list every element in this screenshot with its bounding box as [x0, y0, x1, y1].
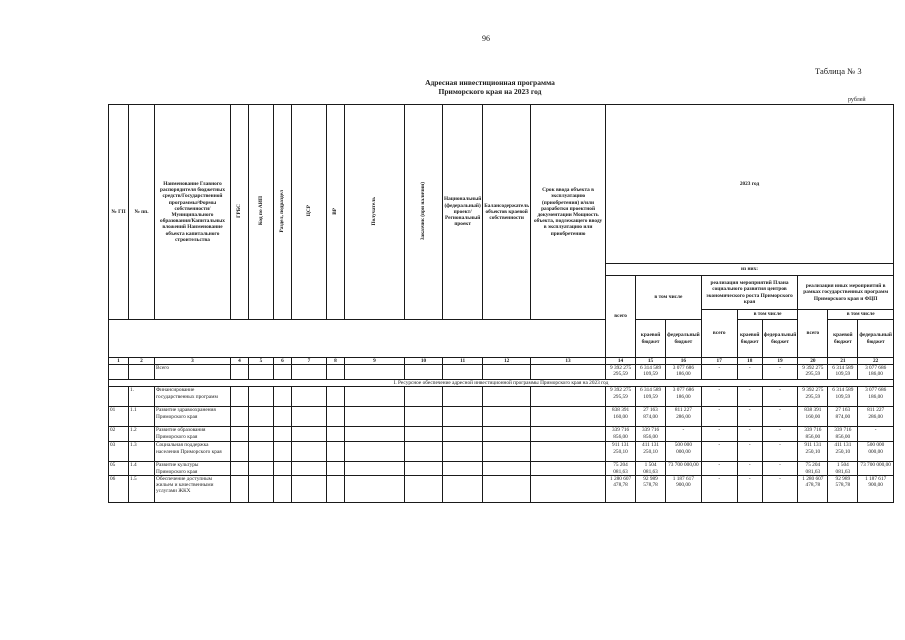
cell-pp: 1.3 — [129, 442, 155, 462]
cell-empty — [109, 365, 129, 380]
table-label: Таблица № 3 — [815, 66, 862, 76]
header-recipient-text: Получатель — [371, 196, 378, 226]
cell-pp: 1. — [129, 387, 155, 407]
cell-empty — [274, 407, 292, 427]
total-label: Всего — [155, 365, 231, 380]
col-num: 3 — [155, 358, 231, 365]
cell-empty — [405, 387, 443, 407]
col-num: 10 — [405, 358, 443, 365]
cell-empty — [231, 462, 249, 475]
cell-empty — [292, 407, 327, 427]
header-spacer — [109, 320, 606, 358]
page-number: 96 — [482, 34, 490, 43]
cell-empty — [483, 442, 531, 462]
cell-empty — [292, 475, 327, 502]
cell-empty — [231, 475, 249, 502]
header-csr — [292, 105, 327, 320]
col-num: 16 — [666, 358, 702, 365]
section-title: I. Ресурсное обеспечение адресной инвестиционной программы Приморского края на 2023 год — [109, 380, 894, 387]
cell-empty — [327, 407, 345, 427]
cell-gp: 02 — [109, 427, 129, 442]
cell-c15: 339 716 856,00 — [636, 427, 666, 442]
cell-c22: 811 227 286,00 — [858, 407, 894, 427]
cell-empty — [531, 387, 606, 407]
cell-empty — [345, 365, 405, 380]
table-row — [109, 387, 894, 407]
cell-c21: 339 716 856,00 — [828, 427, 858, 442]
cell-c20: 339 716 856,00 — [798, 427, 828, 442]
cell-pp: 1.2 — [129, 427, 155, 442]
cell-c21: 6 314 589 109,59 — [828, 387, 858, 407]
total-c19: - — [762, 365, 798, 380]
cell-name: Обеспечение доступным жильем и качественными услугами ЖКХ — [155, 475, 231, 502]
cell-empty — [274, 427, 292, 442]
cell-gp: 03 — [109, 442, 129, 462]
cell-c15: 6 314 589 109,59 — [636, 387, 666, 407]
cell-empty — [405, 407, 443, 427]
total-c22: 3 077 686 186,00 — [858, 365, 894, 380]
cell-empty — [231, 407, 249, 427]
col-num: 9 — [345, 358, 405, 365]
cell-c18: - — [737, 442, 762, 462]
table-row — [109, 427, 894, 442]
col-num: 14 — [606, 358, 636, 365]
total-c15: 6 314 589 109,59 — [636, 365, 666, 380]
cell-empty — [274, 442, 292, 462]
cell-name: Развитие здравоохранения Приморского края — [155, 407, 231, 427]
header-gp: № ГП — [109, 105, 129, 320]
cell-empty — [327, 442, 345, 462]
table-row — [109, 442, 894, 462]
cell-c14: 911 131 250,10 — [606, 442, 636, 462]
header-federal-22: федеральный бюджет — [858, 320, 894, 358]
cell-c19: - — [762, 475, 798, 502]
cell-empty — [443, 442, 483, 462]
cell-name: Развитие культуры Приморского края — [155, 462, 231, 475]
total-c17: - — [701, 365, 737, 380]
cell-empty — [531, 365, 606, 380]
header-balance-holder: Балансодержатель объектов краевой собственности — [483, 105, 531, 320]
cell-empty — [443, 387, 483, 407]
units-label: рублей — [848, 97, 866, 103]
cell-empty — [483, 387, 531, 407]
cell-pp: 1.4 — [129, 462, 155, 475]
cell-c17: - — [701, 442, 737, 462]
cell-c15: 92 989 578,78 — [636, 475, 666, 502]
cell-empty — [231, 427, 249, 442]
total-c21: 6 314 589 109,59 — [828, 365, 858, 380]
header-recipient — [345, 105, 405, 320]
cell-empty — [327, 427, 345, 442]
header-name: Наименование Главного распорядителя бюджетных средств/Государственной программы/Формы собственности/Муниципального образования/Капитальных вложений Наименование объекта капитального строительства — [155, 105, 231, 320]
cell-empty — [231, 387, 249, 407]
header-customer — [405, 105, 443, 320]
table-body — [109, 365, 894, 503]
cell-empty — [405, 442, 443, 462]
header-including-3: в том числе — [828, 310, 894, 320]
cell-pp: 1.5 — [129, 475, 155, 502]
cell-c14: 838 391 160,00 — [606, 407, 636, 427]
cell-c19: - — [762, 427, 798, 442]
cell-c20: 911 131 250,10 — [798, 442, 828, 462]
header-federal-16: федеральный бюджет — [666, 320, 702, 358]
cell-c21: 27 163 874,00 — [828, 407, 858, 427]
cell-c18: - — [737, 387, 762, 407]
cell-empty — [443, 475, 483, 502]
cell-empty — [443, 427, 483, 442]
cell-c21: 411 131 250,10 — [828, 442, 858, 462]
cell-empty — [327, 387, 345, 407]
col-num: 21 — [828, 358, 858, 365]
table-row — [109, 407, 894, 427]
investment-program-table — [108, 104, 894, 503]
cell-empty — [405, 462, 443, 475]
cell-name: Развитие образования Приморского края — [155, 427, 231, 442]
header-aip-code-text: Код по АИП — [257, 196, 264, 226]
cell-c22: 500 000 000,00 — [858, 442, 894, 462]
cell-empty — [292, 427, 327, 442]
cell-pp: 1.1 — [129, 407, 155, 427]
cell-empty — [249, 427, 274, 442]
header-including-1: в том числе — [636, 276, 702, 320]
header-vr — [327, 105, 345, 320]
cell-empty — [231, 365, 249, 380]
cell-empty — [405, 427, 443, 442]
header-regional-15: краевой бюджет — [636, 320, 666, 358]
total-c20: 9 392 275 295,59 — [798, 365, 828, 380]
cell-c15: 1 504 081,63 — [636, 462, 666, 475]
title-line-1: Адресная инвестиционная программа — [425, 78, 555, 87]
col-num: 2 — [129, 358, 155, 365]
cell-empty — [345, 442, 405, 462]
col-num: 12 — [483, 358, 531, 365]
cell-c19: - — [762, 407, 798, 427]
header-other-total: всего — [798, 310, 828, 358]
cell-empty — [443, 365, 483, 380]
total-row — [109, 365, 894, 380]
cell-c20: 838 391 160,00 — [798, 407, 828, 427]
cell-c22: 3 077 686 186,00 — [858, 387, 894, 407]
document-title — [380, 78, 600, 96]
header-federal-19: федеральный бюджет — [762, 320, 798, 358]
cell-c20: 75 204 081,63 — [798, 462, 828, 475]
cell-empty — [249, 407, 274, 427]
cell-name: Социальная поддержка населения Приморского края — [155, 442, 231, 462]
cell-c14: 75 204 081,63 — [606, 462, 636, 475]
cell-empty — [327, 462, 345, 475]
cell-empty — [292, 387, 327, 407]
cell-c18: - — [737, 407, 762, 427]
col-num: 6 — [274, 358, 292, 365]
cell-empty — [292, 462, 327, 475]
col-num: 11 — [443, 358, 483, 365]
cell-empty — [483, 462, 531, 475]
total-c18: - — [737, 365, 762, 380]
cell-empty — [274, 387, 292, 407]
col-num: 5 — [249, 358, 274, 365]
cell-empty — [129, 365, 155, 380]
cell-c19: - — [762, 462, 798, 475]
col-num: 18 — [737, 358, 762, 365]
cell-gp: 05 — [109, 462, 129, 475]
cell-gp: 06 — [109, 475, 129, 502]
cell-c18: - — [737, 427, 762, 442]
cell-c19: - — [762, 442, 798, 462]
cell-empty — [443, 462, 483, 475]
cell-c19: - — [762, 387, 798, 407]
cell-empty — [345, 387, 405, 407]
header-including-2: в том числе — [737, 310, 798, 320]
cell-empty — [231, 442, 249, 462]
cell-c21: 92 989 578,78 — [828, 475, 858, 502]
cell-gp — [109, 387, 129, 407]
col-num: 15 — [636, 358, 666, 365]
col-num: 1 — [109, 358, 129, 365]
col-num: 19 — [762, 358, 798, 365]
cell-empty — [274, 462, 292, 475]
cell-empty — [531, 462, 606, 475]
cell-empty — [405, 365, 443, 380]
cell-c15: 27 163 874,00 — [636, 407, 666, 427]
cell-empty — [345, 407, 405, 427]
cell-empty — [249, 442, 274, 462]
cell-c22: 73 700 000,00 — [858, 462, 894, 475]
total-c14: 9 392 275 295,59 — [606, 365, 636, 380]
cell-c22: 1 187 617 900,00 — [858, 475, 894, 502]
cell-empty — [483, 475, 531, 502]
cell-empty — [531, 407, 606, 427]
cell-c22: - — [858, 427, 894, 442]
header-of-them: из них: — [606, 264, 894, 276]
header-total: всего — [606, 276, 636, 358]
cell-empty — [531, 475, 606, 502]
cell-empty — [327, 365, 345, 380]
cell-empty — [292, 442, 327, 462]
cell-c15: 411 131 250,10 — [636, 442, 666, 462]
cell-c16: - — [666, 427, 702, 442]
cell-c14: 9 392 275 295,59 — [606, 387, 636, 407]
header-vr-text: ВР — [332, 207, 339, 215]
col-num: 7 — [292, 358, 327, 365]
col-num: 20 — [798, 358, 828, 365]
col-num: 8 — [327, 358, 345, 365]
cell-empty — [531, 442, 606, 462]
cell-c16: 73 700 000,00 — [666, 462, 702, 475]
cell-empty — [249, 475, 274, 502]
cell-c20: 9 392 275 295,59 — [798, 387, 828, 407]
cell-empty — [249, 387, 274, 407]
cell-name: Финансирование государственных программ — [155, 387, 231, 407]
header-other-measures: реализация иных мероприятий в рамках государственных программ Приморского края и ФЦП — [798, 276, 894, 310]
cell-c17: - — [701, 462, 737, 475]
cell-empty — [405, 475, 443, 502]
header-section — [274, 105, 292, 320]
cell-empty — [483, 365, 531, 380]
cell-empty — [443, 407, 483, 427]
cell-c17: - — [701, 475, 737, 502]
total-c16: 3 077 686 186,00 — [666, 365, 702, 380]
header-aip-code — [249, 105, 274, 320]
cell-c17: - — [701, 407, 737, 427]
cell-c17: - — [701, 427, 737, 442]
header-pp: № пп. — [129, 105, 155, 320]
cell-empty — [531, 427, 606, 442]
cell-empty — [274, 475, 292, 502]
col-num: 17 — [701, 358, 737, 365]
cell-empty — [345, 427, 405, 442]
header-national-project: Национальный (федеральный) проект/ Региональный проект — [443, 105, 483, 320]
header-regional-21: краевой бюджет — [828, 320, 858, 358]
cell-empty — [327, 475, 345, 502]
header-plan-total: всего — [701, 310, 737, 358]
cell-c16: 3 077 686 186,00 — [666, 387, 702, 407]
cell-empty — [483, 427, 531, 442]
table-row — [109, 462, 894, 475]
cell-c20: 1 280 607 478,78 — [798, 475, 828, 502]
header-csr-text: ЦСР — [305, 205, 312, 217]
cell-c14: 1 280 607 478,78 — [606, 475, 636, 502]
cell-c21: 1 504 081,63 — [828, 462, 858, 475]
cell-empty — [345, 475, 405, 502]
cell-c14: 339 716 856,00 — [606, 427, 636, 442]
col-num: 22 — [858, 358, 894, 365]
column-number-row — [109, 358, 894, 365]
header-grbs — [231, 105, 249, 320]
cell-c18: - — [737, 462, 762, 475]
col-num: 4 — [231, 358, 249, 365]
header-year: 2023 год — [606, 105, 894, 264]
header-regional-18: краевой бюджет — [737, 320, 762, 358]
cell-empty — [345, 462, 405, 475]
col-num: 13 — [531, 358, 606, 365]
cell-gp: 01 — [109, 407, 129, 427]
cell-c16: 500 000 000,00 — [666, 442, 702, 462]
table-row — [109, 475, 894, 502]
cell-c18: - — [737, 475, 762, 502]
cell-c16: 1 187 617 900,00 — [666, 475, 702, 502]
header-section-text: Раздел, подраздел — [279, 189, 286, 233]
title-line-2: Приморского края на 2023 год — [438, 87, 542, 96]
cell-empty — [274, 365, 292, 380]
header-customer-text: Заказчик (при наличии) — [420, 181, 427, 241]
header-measures-plan: реализация мероприятий Плана социального развития центров экономического роста Приморского края — [701, 276, 798, 310]
cell-empty — [292, 365, 327, 380]
cell-empty — [483, 407, 531, 427]
section-row — [109, 380, 894, 387]
cell-empty — [249, 462, 274, 475]
header-commissioning: Срок ввода объекта в эксплуатацию (приобретения) и/или разработки проектной документации Мощность объекта, подлежащего вводу в эксплуатацию или приобретению — [531, 105, 606, 320]
header-grbs-text: ГРБС — [236, 203, 243, 218]
cell-c17: - — [701, 387, 737, 407]
cell-c16: 811 227 286,00 — [666, 407, 702, 427]
cell-empty — [249, 365, 274, 380]
